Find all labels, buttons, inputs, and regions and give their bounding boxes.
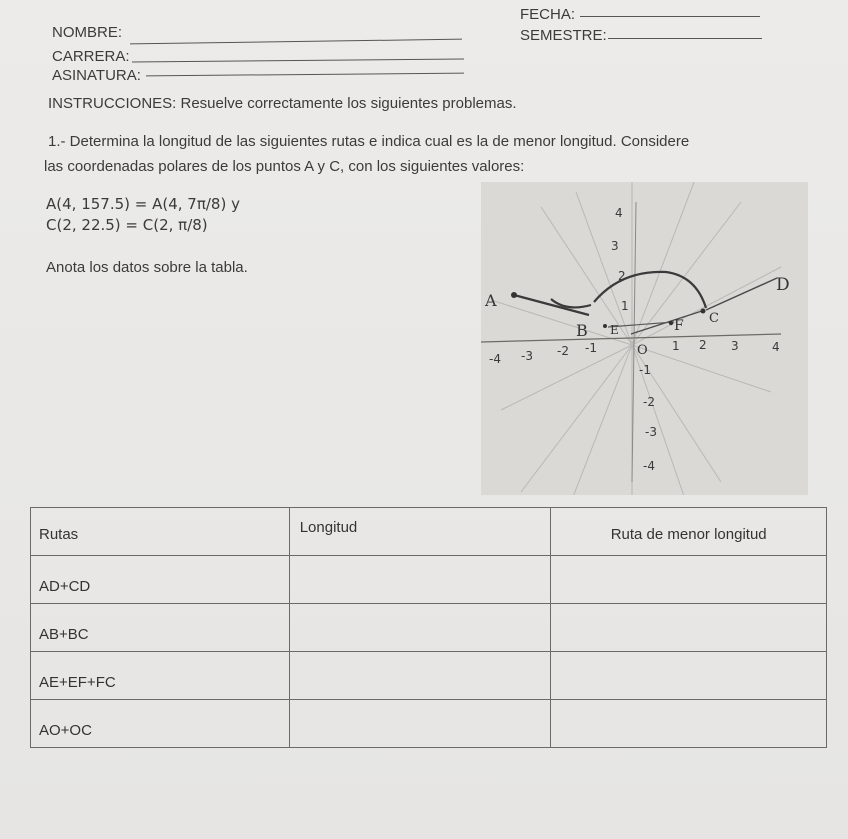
y-tick-neg1: -1 xyxy=(639,363,651,377)
y-tick-neg4: -4 xyxy=(643,459,655,473)
shortest-cell[interactable] xyxy=(551,556,827,604)
asignatura-label: ASINATURA: xyxy=(52,67,141,84)
instructions: INSTRUCCIONES: Resuelve correctamente los siguientes problemas. xyxy=(48,95,517,112)
table-note: Anota los datos sobre la tabla. xyxy=(46,259,248,276)
carrera-line[interactable] xyxy=(132,59,464,63)
point-e-dot xyxy=(603,324,607,328)
shortest-cell[interactable] xyxy=(551,604,827,652)
problem-line-2: las coordenadas polares de los puntos A y C, con los siguientes valores: xyxy=(44,158,525,175)
label-d: D xyxy=(776,275,790,295)
asignatura-line[interactable] xyxy=(146,73,464,77)
table-row xyxy=(31,604,827,652)
label-f: F xyxy=(674,318,684,334)
label-o: O xyxy=(637,343,648,358)
y-tick-3: 3 xyxy=(611,239,619,253)
y-tick-neg2: -2 xyxy=(643,395,655,409)
label-c: C xyxy=(709,311,719,326)
nombre-label: NOMBRE: xyxy=(52,24,123,41)
length-cell[interactable] xyxy=(289,700,551,748)
point-c-coords: C(2, 22.5) = C(2, π/8) xyxy=(46,216,208,234)
table-row xyxy=(31,556,827,604)
length-cell[interactable] xyxy=(289,604,551,652)
carrera-label: CARRERA: xyxy=(52,48,130,65)
x-tick-3: 3 xyxy=(731,339,739,353)
semestre-line[interactable] xyxy=(608,38,762,39)
route-name: AO+OC xyxy=(31,700,290,748)
x-tick-4: 4 xyxy=(772,340,780,354)
table-row xyxy=(31,700,827,748)
route-name: AB+BC xyxy=(31,604,290,652)
point-c-dot xyxy=(701,309,706,314)
point-f-dot xyxy=(669,321,673,325)
x-tick-1: 1 xyxy=(672,339,680,353)
point-a-dot xyxy=(511,292,517,298)
fecha-label: FECHA: xyxy=(520,6,576,23)
y-tick-2: 2 xyxy=(618,269,626,283)
table-header-row xyxy=(31,508,827,556)
problem-line-1: 1.- Determina la longitud de las siguientes rutas e indica cual es la de menor longitud. Considere xyxy=(48,133,690,150)
y-tick-4: 4 xyxy=(615,206,623,220)
routes-table xyxy=(30,507,827,748)
shortest-cell[interactable] xyxy=(551,652,827,700)
length-cell[interactable] xyxy=(289,556,551,604)
x-tick-neg1: -1 xyxy=(585,341,597,355)
length-cell[interactable] xyxy=(289,652,551,700)
y-tick-neg3: -3 xyxy=(645,425,657,439)
route-name: AE+EF+FC xyxy=(31,652,290,700)
table-row xyxy=(31,652,827,700)
shortest-cell[interactable] xyxy=(551,700,827,748)
nombre-line[interactable] xyxy=(130,39,462,45)
header-rutas: Rutas xyxy=(31,508,290,556)
label-b: B xyxy=(576,321,588,340)
point-a-coords: A(4, 157.5) = A(4, 7π/8) y xyxy=(46,195,240,213)
x-tick-neg3: -3 xyxy=(521,349,533,363)
y-tick-1: 1 xyxy=(621,299,629,313)
polar-plot xyxy=(481,182,808,495)
header-longitud: Longitud xyxy=(289,508,551,556)
x-tick-neg2: -2 xyxy=(557,344,569,358)
label-a: A xyxy=(485,291,497,310)
semestre-label: SEMESTRE: xyxy=(520,27,607,44)
polar-figure xyxy=(481,182,808,495)
header-ruta-menor: Ruta de menor longitud xyxy=(551,508,827,556)
route-name: AD+CD xyxy=(31,556,290,604)
x-tick-neg4: -4 xyxy=(489,352,501,366)
fecha-line[interactable] xyxy=(580,16,760,17)
x-tick-2: 2 xyxy=(699,338,707,352)
label-e: E xyxy=(610,323,619,337)
